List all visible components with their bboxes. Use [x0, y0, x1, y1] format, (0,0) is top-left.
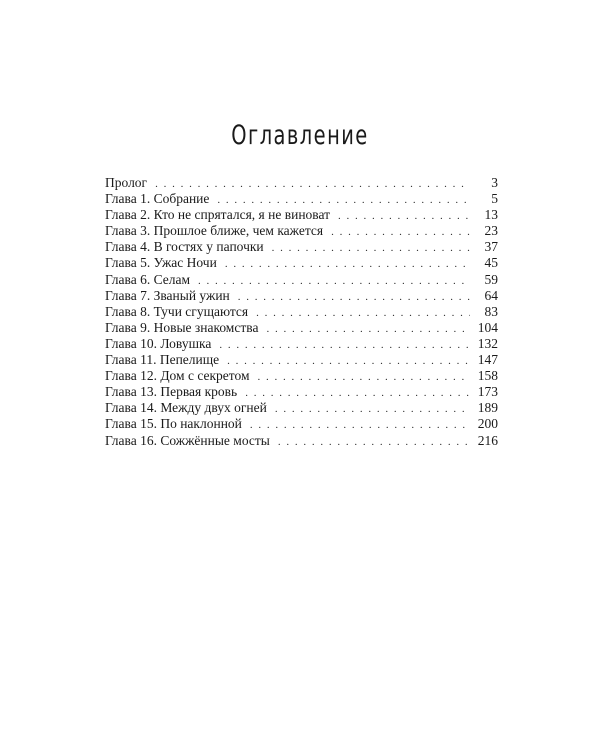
- dot-leader: [327, 224, 470, 240]
- toc-entry: [105, 207, 498, 223]
- toc-entry-label: Глава 7. Званый ужин: [105, 287, 230, 303]
- table-of-contents: [105, 175, 498, 449]
- dot-leader: [252, 305, 470, 321]
- toc-entry-page: 83: [484, 303, 498, 319]
- toc-entry: [105, 272, 498, 288]
- dot-leader: [241, 385, 470, 401]
- toc-entry-page: 147: [477, 352, 498, 368]
- toc-entry-label: Глава 14. Между двух огней: [105, 400, 267, 416]
- toc-entry: [105, 239, 498, 255]
- dot-leader: [246, 417, 470, 433]
- toc-entry: [105, 320, 498, 336]
- toc-entry-page: 3: [491, 175, 498, 190]
- toc-entry-label: Глава 13. Первая кровь: [105, 384, 238, 400]
- toc-entry-page: 23: [484, 223, 498, 239]
- toc-entry-label: Глава 12. Дом с секретом: [105, 368, 250, 384]
- toc-entry: [105, 191, 498, 207]
- dot-leader: [271, 401, 470, 417]
- dot-leader: [334, 208, 470, 224]
- toc-entry-label: Глава 3. Прошлое ближе, чем кажется: [105, 223, 324, 239]
- dot-leader: [151, 176, 470, 192]
- toc-entry-label: Пролог: [105, 175, 148, 190]
- toc-entry: [105, 400, 498, 416]
- toc-entry-page: 59: [484, 271, 498, 287]
- toc-entry-label: Глава 2. Кто не спрятался, я не виноват: [105, 207, 331, 223]
- toc-entry-page: 158: [477, 368, 498, 384]
- dot-leader: [215, 337, 470, 353]
- toc-entry-page: 13: [484, 207, 498, 223]
- toc-entry: [105, 368, 498, 384]
- toc-entry: [105, 336, 498, 352]
- toc-entry-page: 37: [484, 239, 498, 255]
- toc-entry: [105, 304, 498, 320]
- toc-entry-label: Глава 4. В гостях у папочки: [105, 239, 264, 255]
- toc-entry-label: Глава 16. Сожжённые мосты: [105, 432, 270, 448]
- toc-entry-label: Глава 5. Ужас Ночи: [105, 255, 217, 271]
- dot-leader: [194, 273, 470, 289]
- toc-entry: [105, 223, 498, 239]
- toc-entry-page: 189: [477, 400, 498, 416]
- toc-entry-page: 173: [477, 384, 498, 400]
- dot-leader: [274, 434, 470, 450]
- dot-leader: [268, 240, 470, 256]
- dot-leader: [223, 353, 470, 369]
- toc-entry-label: Глава 8. Тучи сгущаются: [105, 303, 249, 319]
- toc-entry-page: 216: [477, 432, 498, 448]
- dot-leader: [254, 369, 470, 385]
- toc-entry-label: Глава 11. Пепелище: [105, 352, 220, 368]
- toc-entry: [105, 433, 498, 449]
- toc-entry: [105, 416, 498, 432]
- toc-entry-page: 45: [484, 255, 498, 271]
- toc-entry: [105, 255, 498, 271]
- toc-entry-page: 104: [477, 319, 498, 335]
- toc-entry: [105, 175, 498, 191]
- page-title: Оглавление: [231, 120, 369, 151]
- toc-entry: [105, 384, 498, 400]
- toc-entry-page: 132: [477, 335, 498, 351]
- dot-leader: [234, 289, 470, 305]
- toc-entry-page: 200: [477, 416, 498, 432]
- toc-entry-page: 5: [491, 191, 498, 207]
- toc-entry: [105, 288, 498, 304]
- toc-entry-label: Глава 1. Собрание: [105, 191, 210, 207]
- toc-entry: [105, 352, 498, 368]
- dot-leader: [262, 321, 470, 337]
- toc-entry-label: Глава 15. По наклонной: [105, 416, 242, 432]
- toc-entry-page: 64: [484, 287, 498, 303]
- toc-entry-label: Глава 10. Ловушка: [105, 335, 212, 351]
- dot-leader: [221, 256, 470, 272]
- toc-entry-label: Глава 6. Селам: [105, 271, 191, 287]
- toc-entry-label: Глава 9. Новые знакомства: [105, 319, 259, 335]
- dot-leader: [213, 192, 470, 208]
